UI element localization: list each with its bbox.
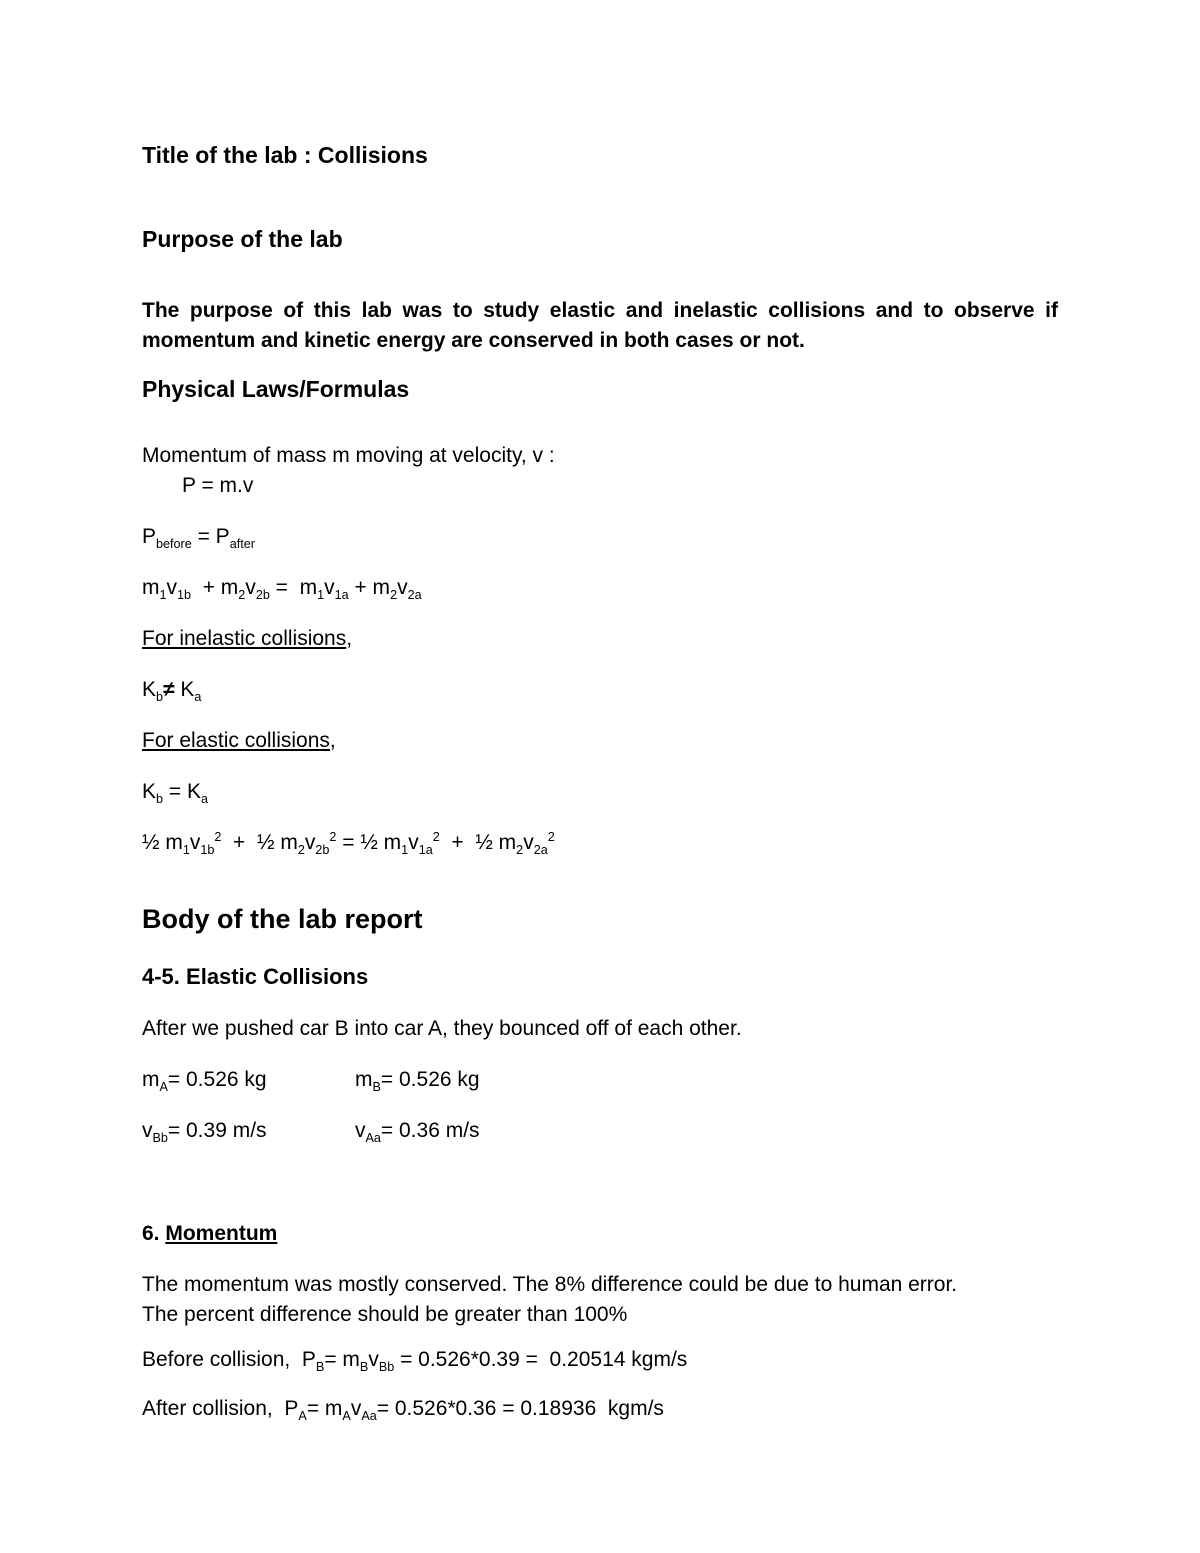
mass-b-value: $m_B= 0.526$ kg xyxy=(355,1068,480,1095)
momentum-conclusion-paragraph xyxy=(142,1270,1058,1330)
velocity-values-row xyxy=(142,1116,1058,1146)
momentum-definition-intro: Momentum of mass m moving at velocity, v : xyxy=(142,444,555,467)
elastic-kinetic-energy-relation: $K_b = K_a$ xyxy=(142,780,208,807)
momentum-conservation-formula: $P_{before} = P_{after}$ xyxy=(142,525,255,552)
momentum-definition-formula: P = m.v xyxy=(182,474,254,497)
elastic-collisions-description: After we pushed car B into car A, they bounced off of each other. xyxy=(142,1017,742,1040)
before-collision-equation: Before collision, $P_B= m_Bv_{Bb} = 0.526*0.39 = 0.20514$ kgm/s xyxy=(142,1348,688,1375)
velocity-aa-value: $v_{Aa}= 0.36$ m/s xyxy=(355,1119,480,1146)
body-section-heading: Body of the lab report xyxy=(142,904,423,934)
elastic-collisions-subheading: 4-5. Elastic Collisions xyxy=(142,964,369,989)
velocity-bb-value: $v_{Bb}= 0.39$ m/s xyxy=(142,1119,267,1146)
purpose-heading: Purpose of the lab xyxy=(142,226,343,252)
mass-values-row xyxy=(142,1065,1058,1095)
inelastic-collisions-label: For inelastic collisions, xyxy=(142,627,353,650)
momentum-section-heading: 6. Momentum xyxy=(142,1222,278,1245)
elastic-collisions-label: For elastic collisions, xyxy=(142,729,336,752)
formulas-heading: Physical Laws/Formulas xyxy=(142,376,410,402)
momentum-equation: $m_1v_{1b} + m_2v_{2b} = m_1v_{1a} + m_2v_{2a}$ xyxy=(142,576,422,603)
document-title: Title of the lab : Collisions xyxy=(142,142,428,168)
purpose-paragraph: The purpose of this lab was to study elastic and inelastic collisions and to observe if momentum and kinetic energy are conserved in both cases or not. xyxy=(142,299,1064,352)
kinetic-energy-equation: ½ $m_1v_{1b}^2$ + ½ $m_2v_{2b}^2$ = ½ $m_1v_{1a}^2$ + ½ $m_2v_{2a}^2$ xyxy=(142,830,555,858)
mass-a-value: $m_A= 0.526$ kg xyxy=(142,1068,267,1095)
after-collision-equation: After collision, $P_A= m_Av_{Aa}= 0.526*0.36 = 0.18936$ kgm/s xyxy=(142,1397,664,1424)
momentum-conclusion-line-2: The percent difference should be greater than 100% xyxy=(142,1303,628,1326)
momentum-conclusion-line-1: The momentum was mostly conserved. The 8% difference could be due to human error. xyxy=(142,1273,958,1296)
inelastic-kinetic-energy-relation: $K_b\ne K_a$ xyxy=(142,678,202,705)
